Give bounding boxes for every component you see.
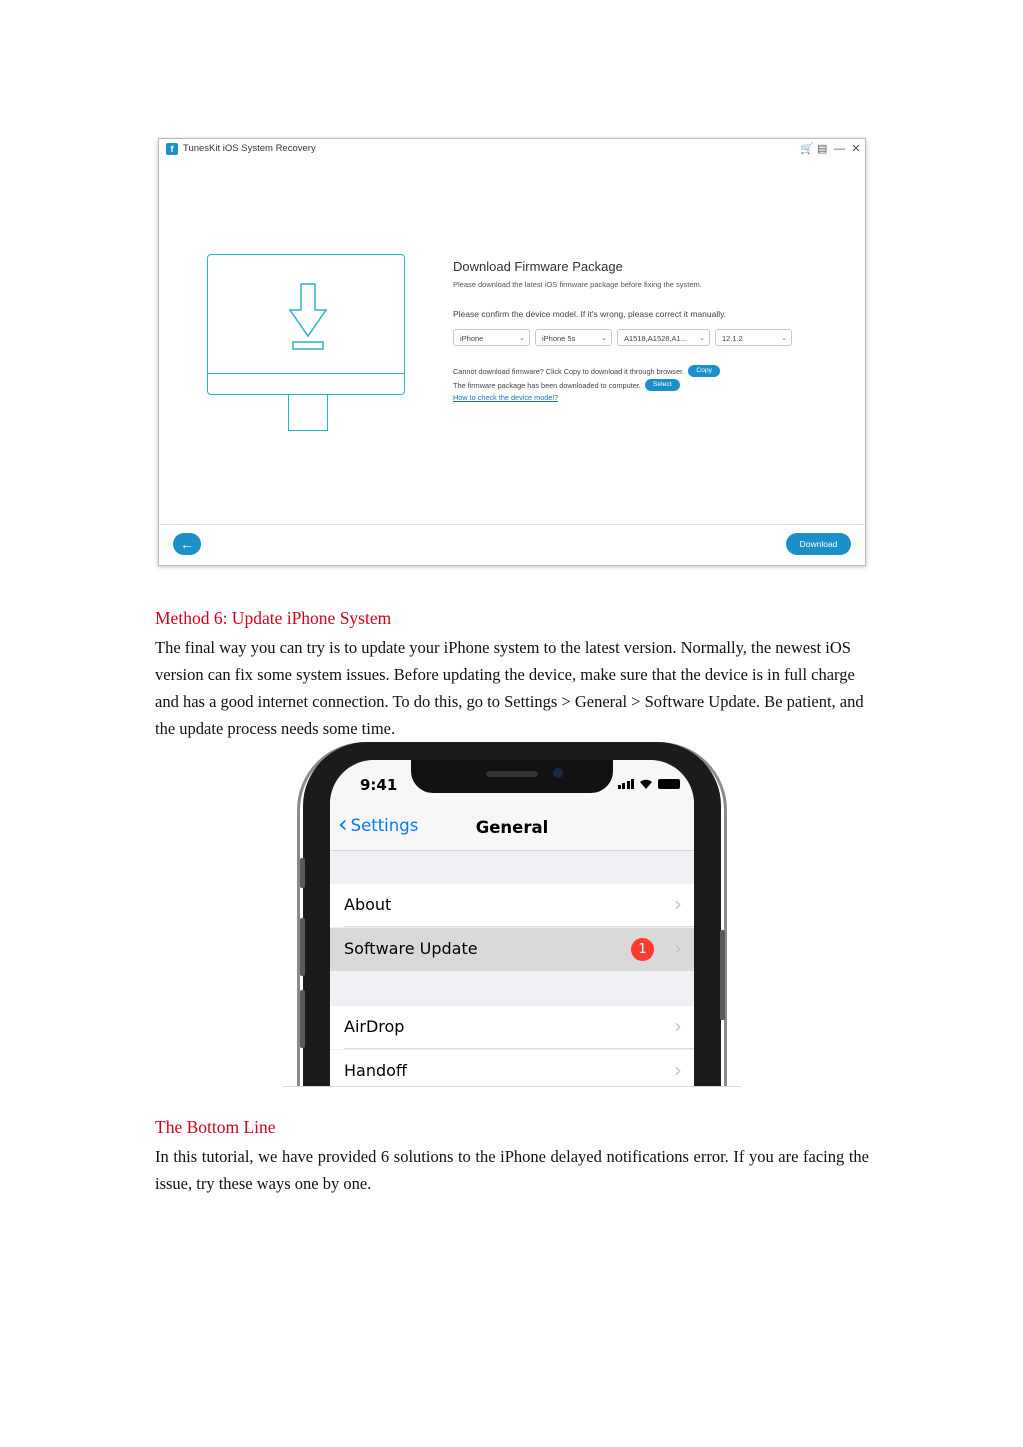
- row-software-update[interactable]: Software Update 1 ›: [330, 928, 694, 971]
- chevron-right-icon: ›: [674, 892, 682, 916]
- mute-switch: [300, 858, 305, 888]
- model-number-select[interactable]: A1518,A1528,A1... ⌄: [617, 329, 710, 346]
- firmware-panel: [453, 259, 833, 402]
- window-controls: [800, 141, 861, 157]
- volume-down-button: [300, 990, 305, 1048]
- status-bar: [330, 760, 694, 810]
- close-icon[interactable]: ✕: [851, 143, 861, 155]
- battery-icon: [658, 779, 680, 789]
- device-model-select[interactable]: iPhone 5s ⌄: [535, 329, 612, 346]
- chevron-down-icon: ⌄: [601, 335, 607, 342]
- iphone-screenshot: [283, 740, 741, 1087]
- download-arrow-icon: [288, 283, 328, 351]
- device-selects: [453, 329, 833, 346]
- tuneskit-logo-icon: f: [166, 143, 178, 155]
- menu-icon[interactable]: ▤: [817, 143, 828, 155]
- chevron-down-icon: ⌄: [781, 335, 787, 342]
- confirm-text: Please confirm the device model. If it's wrong, please correct it manually.: [453, 309, 727, 319]
- status-icons: [618, 778, 681, 789]
- chevron-right-icon: ›: [674, 1014, 682, 1038]
- row-handoff[interactable]: Handoff ›: [330, 1050, 694, 1087]
- side-button: [720, 930, 725, 1020]
- cart-icon[interactable]: 🛒: [800, 143, 814, 155]
- panel-heading: Download Firmware Package: [453, 259, 623, 274]
- chevron-down-icon: ⌄: [699, 335, 705, 342]
- app-title: TunesKit iOS System Recovery: [183, 143, 316, 154]
- downloaded-line: The firmware package has been downloaded to computer. Select: [453, 378, 833, 392]
- select-button[interactable]: Select: [645, 379, 680, 391]
- chevron-right-icon: ›: [674, 1058, 682, 1082]
- copy-button[interactable]: Copy: [688, 365, 720, 377]
- update-badge: 1: [631, 938, 654, 961]
- nav-title: General: [475, 818, 549, 837]
- bottom-line-body: In this tutorial, we have provided 6 solutions to the iPhone delayed notifications error. If you are facing the issue, try these ways one by one.: [155, 1147, 869, 1193]
- status-time: 9:41: [360, 776, 398, 794]
- wifi-icon: [639, 778, 653, 789]
- camera-icon: [553, 768, 563, 778]
- method6-heading: Method 6: Update iPhone System: [155, 608, 392, 628]
- minimize-icon[interactable]: —: [834, 143, 845, 155]
- speaker: [486, 771, 538, 777]
- chevron-down-icon: ⌄: [519, 335, 525, 342]
- cannot-download-line: Cannot download firmware? Click Copy to download it through browser. Copy: [453, 364, 833, 378]
- monitor-stand: [288, 395, 328, 431]
- ios-version-select[interactable]: 12.1.2 ⌄: [715, 329, 792, 346]
- row-airdrop[interactable]: AirDrop ›: [330, 1006, 694, 1049]
- row-about[interactable]: About ›: [330, 884, 694, 927]
- panel-description: Please download the latest iOS firmware package before fixing the system.: [453, 280, 702, 289]
- chevron-right-icon: ›: [674, 936, 682, 960]
- phone-screen: [330, 760, 694, 1087]
- monitor-bezel: [208, 373, 404, 394]
- signal-icon: [618, 779, 635, 789]
- app-window-screenshot: [158, 138, 866, 566]
- chevron-left-icon: ‹: [338, 810, 348, 838]
- bottom-line-heading: The Bottom Line: [155, 1117, 276, 1137]
- back-button[interactable]: ←: [173, 533, 201, 555]
- volume-up-button: [300, 918, 305, 976]
- footer-divider: [159, 524, 865, 525]
- download-button[interactable]: Download: [786, 533, 851, 555]
- device-type-select[interactable]: iPhone ⌄: [453, 329, 530, 346]
- nav-bar: [330, 810, 694, 851]
- check-model-link[interactable]: How to check the device model?: [453, 393, 559, 402]
- title-bar: [159, 139, 865, 159]
- method6-body: The final way you can try is to update your iPhone system to the latest version. Normally, the newest iOS version can fix some system issues. Before updating the device, make sure that the device is in full charge and has a good internet connection. To do this, go to Settings > General > Software Update. Be patient, and the update process needs some time.: [155, 638, 864, 738]
- notch: [411, 760, 613, 793]
- back-label: Settings: [350, 816, 419, 835]
